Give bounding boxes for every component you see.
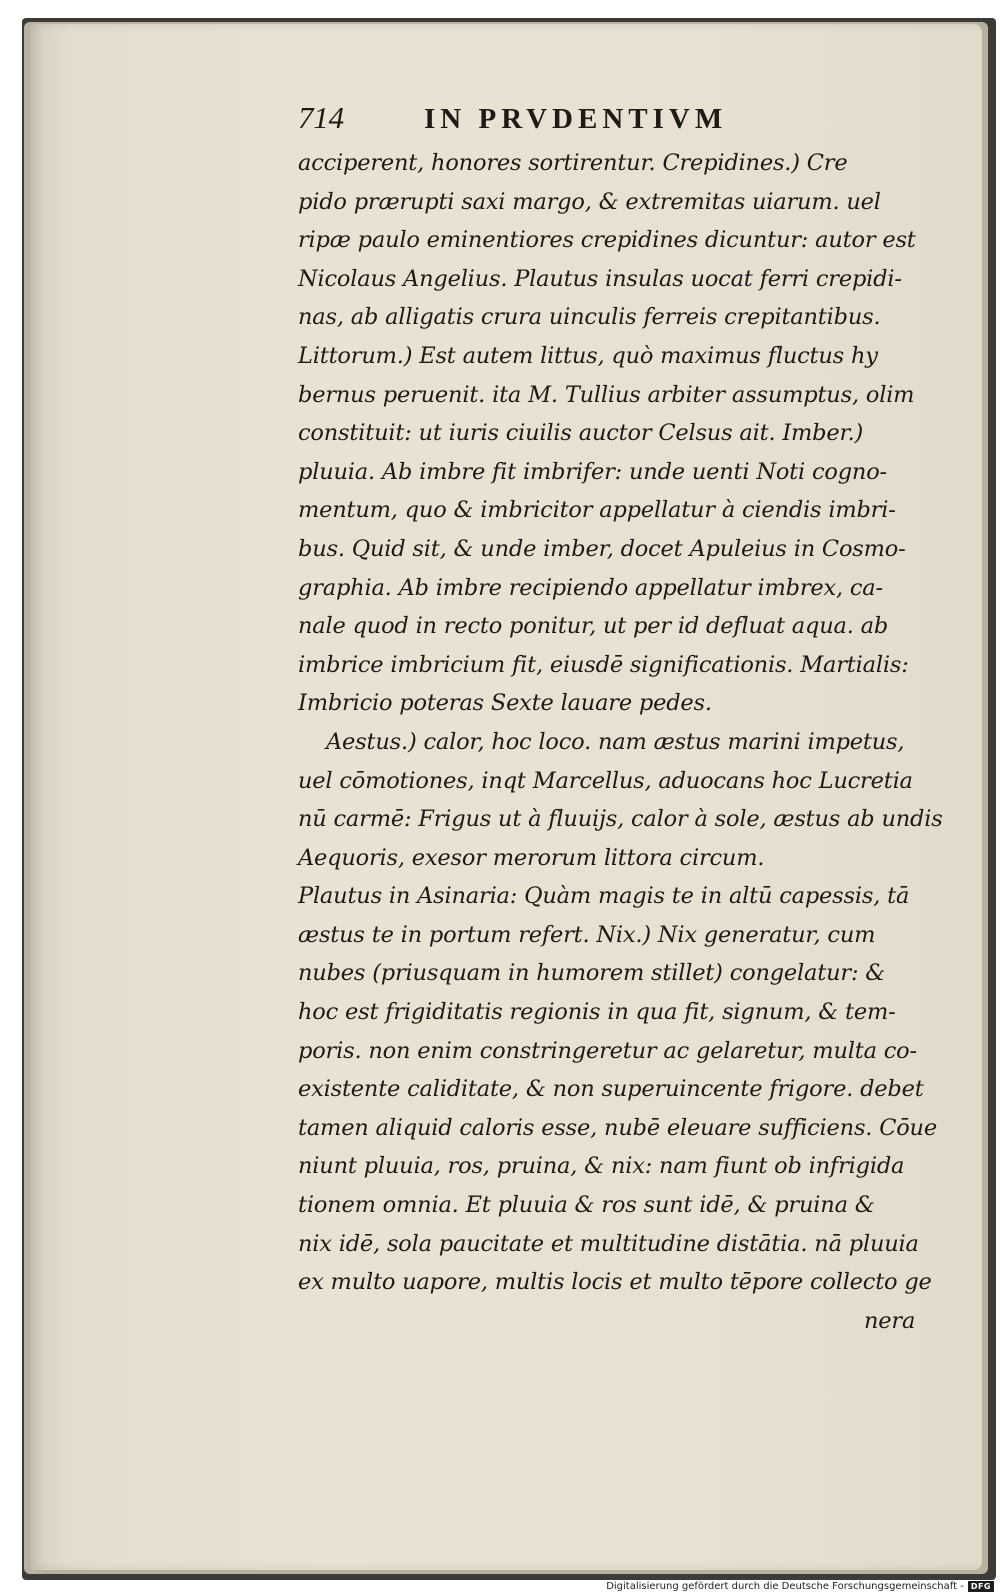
text-line: tamen aliquid caloris esse, nubē eleuare sufficiens. Cōue bbox=[298, 1114, 937, 1141]
body-text bbox=[298, 144, 943, 1340]
text-line: acciperent, honores sortirentur. Crepidines.) Cre bbox=[298, 150, 848, 176]
running-title: IN PRVDENTIVM bbox=[424, 103, 728, 135]
digitization-footer bbox=[606, 1579, 994, 1593]
text-line: mentum, quo & imbricitor appellatur à ciendis imbri- bbox=[298, 497, 896, 524]
text-line: Nicolaus Angelius. Plautus insulas uocat ferri crepidi- bbox=[298, 265, 902, 292]
text-line: ex multo uapore, multis locis et multo tēpore collecto ge bbox=[298, 1269, 932, 1296]
dfg-logo: DFG bbox=[968, 1581, 994, 1592]
text-line: ripæ paulo eminentiores crepidines dicuntur: autor est bbox=[298, 227, 916, 254]
page-number: 714 bbox=[298, 100, 344, 135]
text-line: Aequoris, exesor merorum littora circum. bbox=[298, 844, 765, 871]
text-line: Aestus.) calor, hoc loco. nam æstus marini impetus, bbox=[326, 728, 905, 755]
running-head bbox=[298, 100, 938, 144]
text-line: constituit: ut iuris ciuilis auctor Celsus ait. Imber.) bbox=[298, 420, 864, 447]
text-line: Imbricio poteras Sexte lauare pedes. bbox=[298, 690, 712, 717]
text-line: hoc est frigiditatis regionis in qua fit, signum, & tem- bbox=[298, 999, 896, 1026]
text-line: pluuia. Ab imbre fit imbrifer: unde uenti Noti cogno- bbox=[298, 458, 887, 485]
funding-credit: Digitalisierung gefördert durch die Deutsche Forschungsgemeinschaft - bbox=[606, 1580, 964, 1592]
text-line: niunt pluuia, ros, pruina, & nix: nam fiunt ob infrigida bbox=[298, 1153, 905, 1180]
text-line: nubes (priusquam in humorem stillet) congelatur: & bbox=[298, 960, 886, 987]
text-line: bernus peruenit. ita M. Tullius arbiter assumptus, olim bbox=[298, 381, 915, 408]
text-line: poris. non enim constringeretur ac gelaretur, multa co- bbox=[298, 1037, 917, 1064]
text-line: uel cōmotiones, inqt Marcellus, aduocans hoc Lucretia bbox=[298, 767, 913, 794]
text-line: nix idē, sola paucitate et multitudine distātia. nā pluuia bbox=[298, 1230, 919, 1257]
text-line: Littorum.) Est autem littus, quò maximus fluctus hy bbox=[298, 342, 878, 369]
text-line: nū carmē: Frigus ut à fluuijs, calor à sole, æstus ab undis bbox=[298, 806, 943, 833]
text-line: existente caliditate, & non superuincente frigore. debet bbox=[298, 1076, 924, 1103]
page-text-block bbox=[298, 100, 943, 1340]
text-line: graphia. Ab imbre recipiendo appellatur imbrex, ca- bbox=[298, 574, 883, 601]
catchword: nera bbox=[864, 1307, 916, 1334]
text-line: imbrice imbricium fit, eiusdē significationis. Martialis: bbox=[298, 651, 909, 678]
text-line: pido prærupti saxi margo, & extremitas uiarum. uel bbox=[298, 188, 881, 215]
text-line: tionem omnia. Et pluuia & ros sunt idē, & pruina & bbox=[298, 1192, 875, 1219]
text-line: æstus te in portum refert. Nix.) Nix generatur, cum bbox=[298, 921, 876, 948]
text-line: nale quod in recto ponitur, ut per id defluat aqua. ab bbox=[298, 613, 889, 640]
text-line: bus. Quid sit, & unde imber, docet Apuleius in Cosmo- bbox=[298, 535, 906, 562]
text-line: nas, ab alligatis crura uinculis ferreis crepitantibus. bbox=[298, 304, 881, 331]
text-line: Plautus in Asinaria: Quàm magis te in altū capessis, tā bbox=[298, 883, 910, 910]
